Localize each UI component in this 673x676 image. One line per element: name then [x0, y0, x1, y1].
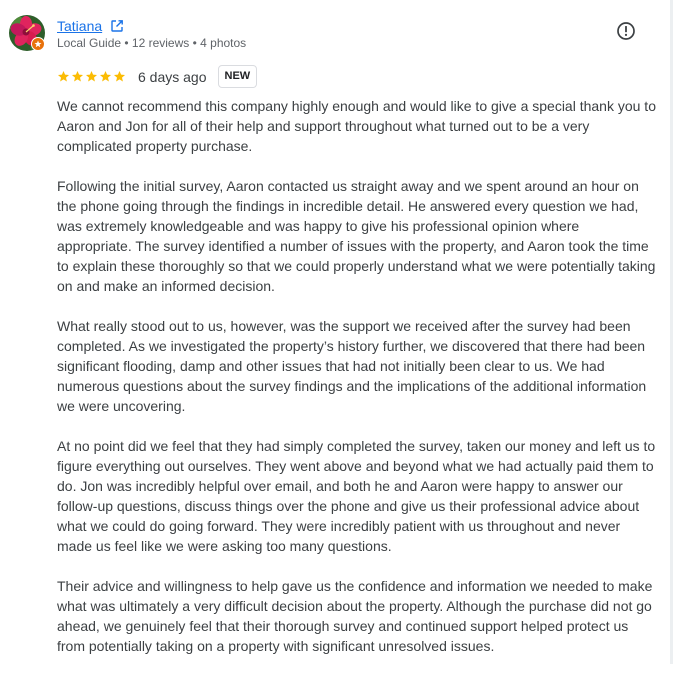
review-paragraph: At no point did we feel that they had simply completed the survey, taken our money and left us to figure everything out ourselves. They went above and beyond what we had actually paid them to do. Jon was incredibly helpful over email, and both he and Aaron were happy to answer our follow-up questions, discuss things over the phone and give us their professional advice about what we could do going forward. They were incredibly patient with us throughout and never made us feel like we were asking too many questions.: [57, 438, 656, 554]
star-icon: [71, 70, 84, 83]
review-paragraph: Following the initial survey, Aaron contacted us straight away and we spent around an hour on the phone going through the findings in incredible detail. He answered every question we had, was extremely knowledgeable and was happy to give his professional opinion where appropriate. The survey identified a number of issues with the property, and Aaron took the time to explain these thoroughly so that we could properly understand what we were potentially taking on and make an informed decision.: [57, 178, 656, 294]
open-in-new-icon[interactable]: [110, 19, 124, 33]
star-icon: [85, 70, 98, 83]
new-badge: NEW: [218, 65, 258, 88]
local-guide-badge-icon: [31, 37, 45, 51]
review-paragraph: What really stood out to us, however, was the support we received after the survey had been completed. As we investigated the property’s history further, we discovered that there had been significant flooding, damp and other issues that had not initially been clear to us. We had numerous questions about the survey findings and the implications of the additional information we were uncovering.: [57, 318, 647, 414]
review-paragraph: We cannot recommend this company highly enough and would like to give a special thank you to Aaron and Jon for all of their help and support throughout what turned out to be a very complicated property purchase.: [57, 98, 656, 154]
review-text: [57, 96, 657, 676]
rating-row: [57, 64, 257, 89]
review-date: 6 days ago: [138, 68, 207, 85]
review-paragraph: Their advice and willingness to help gave us the confidence and information we needed to make what was ultimately a very difficult decision about the property. Although the purchase did not go ahead, we genuinely feel that their thorough survey and continued support helped protect us from potentially taking on a property with significant unresolved issues.: [57, 578, 653, 654]
report-flag-icon[interactable]: [616, 21, 636, 41]
reviewer-meta: Local Guide • 12 reviews • 4 photos: [57, 36, 247, 50]
reviewer-name-row: [57, 16, 124, 36]
star-icon: [57, 70, 70, 83]
star-icon: [113, 70, 126, 83]
star-rating: [57, 70, 126, 83]
star-icon: [99, 70, 112, 83]
reviewer-name-link[interactable]: Tatiana: [57, 18, 103, 34]
